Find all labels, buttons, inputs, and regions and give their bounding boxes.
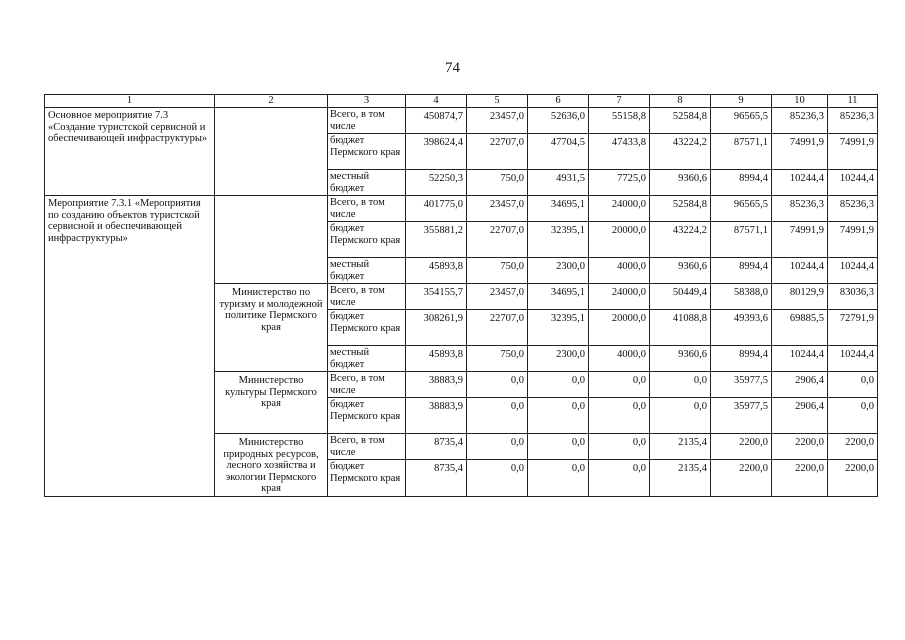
amount-cell: 22707,0 [467,134,528,170]
amount-cell: 7725,0 [589,170,650,196]
amount-cell: 0,0 [650,398,711,434]
header-row [45,95,878,108]
amount-cell: 9360,6 [650,258,711,284]
column-header: 2 [215,95,328,108]
table-row [45,108,878,134]
amount-cell: 74991,9 [828,134,878,170]
amount-cell: 22707,0 [467,310,528,346]
executor-cell [215,108,328,196]
amount-cell: 49393,6 [711,310,772,346]
amount-cell: 72791,9 [828,310,878,346]
funding-source: бюджет Пермского края [328,134,406,170]
amount-cell: 750,0 [467,170,528,196]
amount-cell: 2200,0 [772,460,828,496]
amount-cell: 74991,9 [772,134,828,170]
amount-cell: 96565,5 [711,108,772,134]
amount-cell: 354155,7 [406,284,467,310]
amount-cell: 0,0 [828,398,878,434]
amount-cell: 47704,5 [528,134,589,170]
amount-cell: 0,0 [528,434,589,460]
amount-cell: 8994,4 [711,346,772,372]
executor-cell [215,196,328,284]
amount-cell: 43224,2 [650,222,711,258]
amount-cell: 43224,2 [650,134,711,170]
amount-cell: 20000,0 [589,310,650,346]
funding-source: местный бюджет [328,170,406,196]
amount-cell: 8994,4 [711,258,772,284]
amount-cell: 55158,8 [589,108,650,134]
executor-cell: Министерство природных ресурсов, лесного хозяйства и экологии Пермского края [215,434,328,497]
funding-source: бюджет Пермского края [328,398,406,434]
amount-cell: 2300,0 [528,258,589,284]
amount-cell: 0,0 [650,372,711,398]
amount-cell: 38883,9 [406,372,467,398]
amount-cell: 0,0 [528,460,589,496]
executor-cell: Министерство культуры Пермского края [215,372,328,434]
amount-cell: 45893,8 [406,258,467,284]
amount-cell: 2200,0 [772,434,828,460]
amount-cell: 0,0 [589,460,650,496]
funding-source: Всего, в том числе [328,372,406,398]
column-header: 9 [711,95,772,108]
column-header: 1 [45,95,215,108]
amount-cell: 35977,5 [711,372,772,398]
amount-cell: 398624,4 [406,134,467,170]
amount-cell: 80129,9 [772,284,828,310]
amount-cell: 0,0 [589,434,650,460]
amount-cell: 45893,8 [406,346,467,372]
amount-cell: 20000,0 [589,222,650,258]
amount-cell: 8735,4 [406,460,467,496]
amount-cell: 2200,0 [828,460,878,496]
amount-cell: 24000,0 [589,196,650,222]
amount-cell: 401775,0 [406,196,467,222]
amount-cell: 2135,4 [650,434,711,460]
amount-cell: 355881,2 [406,222,467,258]
amount-cell: 2200,0 [711,460,772,496]
amount-cell: 0,0 [528,398,589,434]
amount-cell: 52584,8 [650,196,711,222]
amount-cell: 24000,0 [589,284,650,310]
amount-cell: 9360,6 [650,170,711,196]
amount-cell: 0,0 [589,398,650,434]
amount-cell: 87571,1 [711,222,772,258]
amount-cell: 8994,4 [711,170,772,196]
amount-cell: 32395,1 [528,310,589,346]
amount-cell: 74991,9 [772,222,828,258]
amount-cell: 0,0 [589,372,650,398]
amount-cell: 4000,0 [589,258,650,284]
amount-cell: 23457,0 [467,196,528,222]
amount-cell: 52584,8 [650,108,711,134]
activity-name: Мероприятие 7.3.1 «Мероприятия по созданию объектов туристской сервисной и обеспечивающей инфраструктуры» [45,196,215,497]
table-row [45,196,878,222]
activity-name: Основное мероприятие 7.3 «Создание туристской сервисной и обеспечивающей инфраструктуры» [45,108,215,196]
amount-cell: 2135,4 [650,460,711,496]
amount-cell: 4000,0 [589,346,650,372]
amount-cell: 32395,1 [528,222,589,258]
amount-cell: 58388,0 [711,284,772,310]
amount-cell: 0,0 [467,372,528,398]
amount-cell: 0,0 [467,460,528,496]
amount-cell: 0,0 [828,372,878,398]
amount-cell: 8735,4 [406,434,467,460]
amount-cell: 23457,0 [467,108,528,134]
amount-cell: 69885,5 [772,310,828,346]
funding-source: бюджет Пермского края [328,222,406,258]
funding-source: Всего, в том числе [328,434,406,460]
amount-cell: 22707,0 [467,222,528,258]
amount-cell: 2300,0 [528,346,589,372]
amount-cell: 0,0 [528,372,589,398]
funding-source: местный бюджет [328,346,406,372]
amount-cell: 750,0 [467,346,528,372]
amount-cell: 9360,6 [650,346,711,372]
amount-cell: 2906,4 [772,372,828,398]
amount-cell: 10244,4 [828,346,878,372]
amount-cell: 308261,9 [406,310,467,346]
funding-source: Всего, в том числе [328,196,406,222]
amount-cell: 50449,4 [650,284,711,310]
amount-cell: 96565,5 [711,196,772,222]
amount-cell: 10244,4 [772,170,828,196]
amount-cell: 52250,3 [406,170,467,196]
column-header: 10 [772,95,828,108]
amount-cell: 750,0 [467,258,528,284]
funding-source: бюджет Пермского края [328,460,406,496]
amount-cell: 10244,4 [772,346,828,372]
amount-cell: 87571,1 [711,134,772,170]
amount-cell: 0,0 [467,398,528,434]
amount-cell: 10244,4 [772,258,828,284]
amount-cell: 74991,9 [828,222,878,258]
amount-cell: 83036,3 [828,284,878,310]
amount-cell: 52636,0 [528,108,589,134]
column-header: 6 [528,95,589,108]
column-header: 8 [650,95,711,108]
amount-cell: 2906,4 [772,398,828,434]
funding-source: местный бюджет [328,258,406,284]
amount-cell: 38883,9 [406,398,467,434]
funding-source: Всего, в том числе [328,108,406,134]
amount-cell: 85236,3 [772,196,828,222]
budget-table [44,94,878,497]
executor-cell: Министерство по туризму и молодежной политике Пермского края [215,284,328,372]
page-number: 74 [445,60,460,76]
amount-cell: 2200,0 [711,434,772,460]
amount-cell: 10244,4 [828,258,878,284]
amount-cell: 85236,3 [828,108,878,134]
amount-cell: 47433,8 [589,134,650,170]
amount-cell: 85236,3 [772,108,828,134]
amount-cell: 41088,8 [650,310,711,346]
amount-cell: 34695,1 [528,196,589,222]
funding-source: Всего, в том числе [328,284,406,310]
amount-cell: 34695,1 [528,284,589,310]
funding-source: бюджет Пермского края [328,310,406,346]
amount-cell: 10244,4 [828,170,878,196]
amount-cell: 85236,3 [828,196,878,222]
column-header: 5 [467,95,528,108]
amount-cell: 2200,0 [828,434,878,460]
column-header: 3 [328,95,406,108]
amount-cell: 4931,5 [528,170,589,196]
column-header: 11 [828,95,878,108]
amount-cell: 450874,7 [406,108,467,134]
column-header: 7 [589,95,650,108]
amount-cell: 23457,0 [467,284,528,310]
amount-cell: 0,0 [467,434,528,460]
column-header: 4 [406,95,467,108]
amount-cell: 35977,5 [711,398,772,434]
